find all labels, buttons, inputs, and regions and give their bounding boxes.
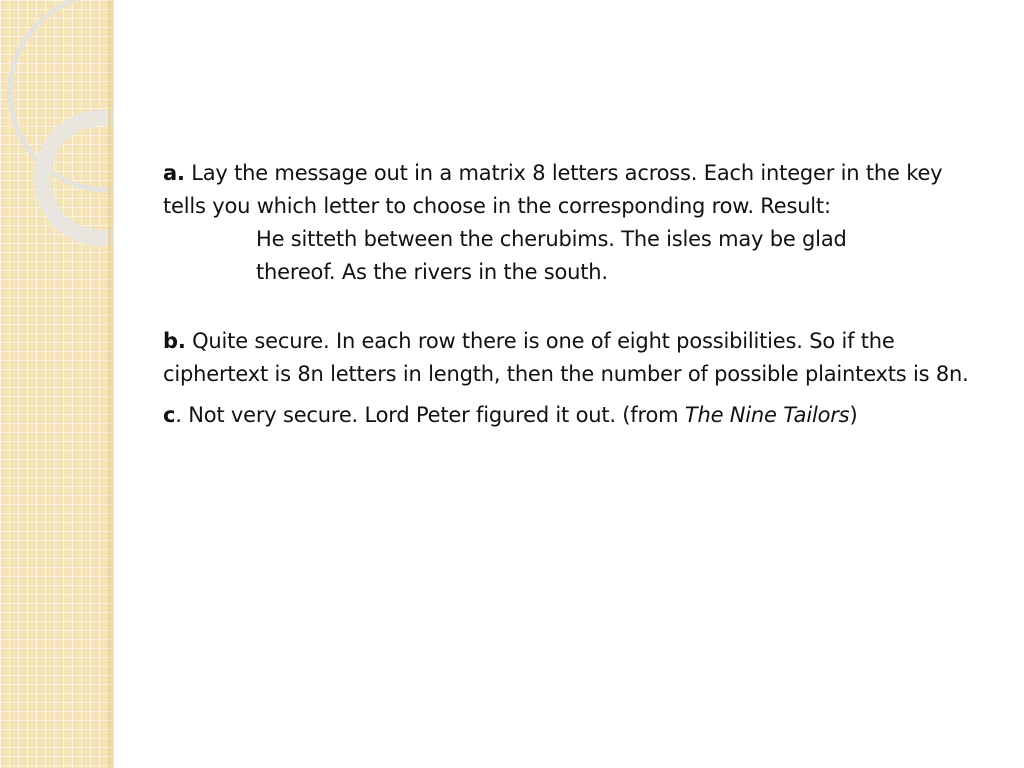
spacer	[163, 391, 973, 399]
band-edge	[108, 0, 114, 768]
book-title: The Nine Tailors	[684, 403, 850, 427]
result-quote	[256, 223, 973, 289]
slide-body	[163, 157, 973, 432]
answer-b-text: Quite secure. In each row there is one of eight possibilities. So if the ciphertext is 8n letters in length, then the number of possible plaintexts is 8n.	[163, 329, 969, 386]
large-ring	[10, 0, 114, 190]
answer-a-text: Lay the message out in a matrix 8 letters across. Each integer in the key tells you which letter to choose in the corresponding row. Result:	[163, 161, 943, 218]
answer-c-text: . Not very secure. Lord Peter figured it out. (from	[175, 403, 685, 427]
answer-c	[163, 399, 973, 432]
answer-c-closing: )	[849, 403, 858, 427]
spacer	[163, 289, 973, 325]
answer-a-label: a.	[163, 161, 185, 185]
answer-a	[163, 157, 973, 223]
decorative-side-band	[0, 0, 114, 768]
answer-c-label: c	[163, 403, 176, 427]
decorative-rings	[0, 0, 114, 260]
answer-b-label: b.	[163, 329, 186, 353]
quote-line-1: He sitteth between the cherubims. The isles may be glad	[256, 227, 847, 251]
answer-b	[163, 325, 973, 391]
small-ring	[42, 118, 114, 238]
quote-line-2: thereof. As the rivers in the south.	[256, 260, 608, 284]
